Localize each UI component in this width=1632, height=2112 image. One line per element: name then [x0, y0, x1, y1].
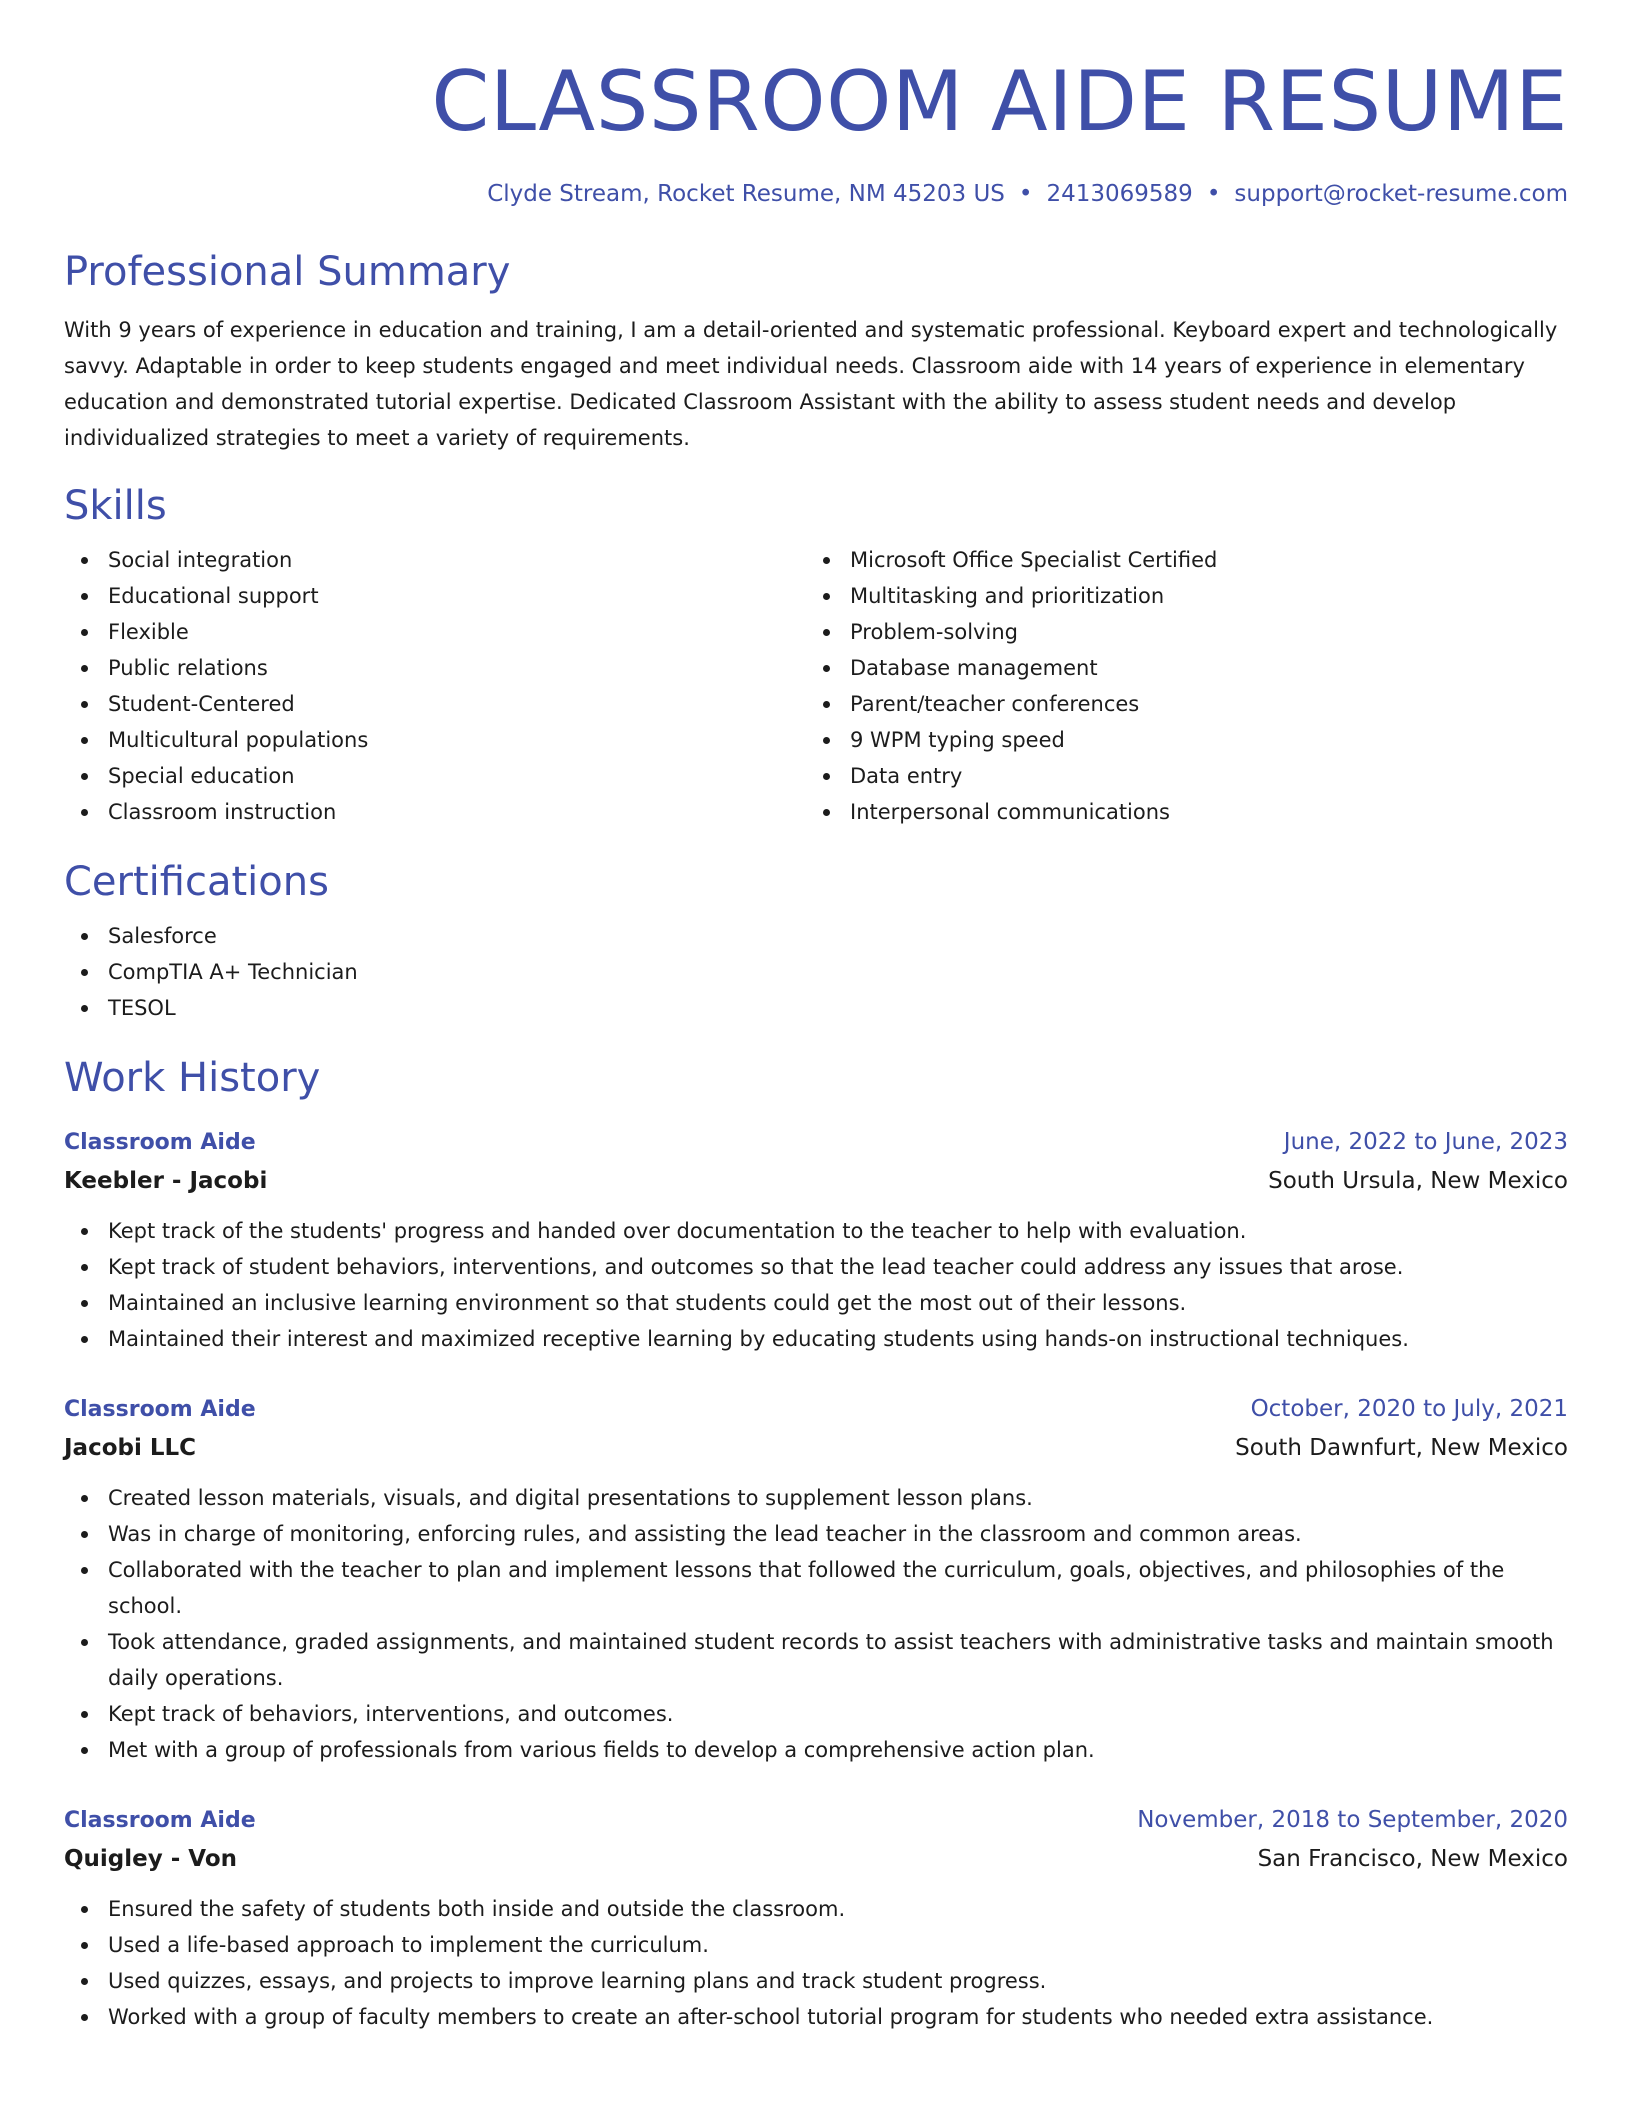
list-item-text: Kept track of student behaviors, interventions, and outcomes so that the lead teacher could address any issues that arose.: [108, 1255, 1404, 1279]
bullet-icon: [81, 1264, 88, 1271]
list-item-text: CompTIA A+ Technician: [108, 960, 358, 984]
list-item-text: Social integration: [108, 548, 293, 572]
list-item-text: Created lesson materials, visuals, and digital presentations to supplement lesson plans.: [108, 1486, 1033, 1510]
list-item-text: Multicultural populations: [108, 728, 369, 752]
skills-column-left: [64, 542, 806, 830]
list-item-text: Multitasking and prioritization: [850, 584, 1165, 608]
bullet-icon: [81, 701, 88, 708]
bullet-icon: [81, 665, 88, 672]
list-item: [64, 1249, 1568, 1285]
list-item: [64, 1480, 1568, 1516]
job-dates: June, 2022 to June, 2023: [1283, 1129, 1568, 1155]
job-company: Keebler - Jacobi: [64, 1168, 268, 1194]
job-company: Jacobi LLC: [64, 1435, 197, 1461]
list-item: [64, 1552, 1568, 1624]
job-dates: November, 2018 to September, 2020: [1137, 1807, 1568, 1833]
skills-list-right: [806, 542, 1548, 830]
list-item: [64, 722, 806, 758]
job-title: Classroom Aide: [64, 1808, 256, 1833]
bullet-icon: [81, 1747, 88, 1754]
list-item: [64, 1927, 1568, 1963]
list-item-text: TESOL: [108, 996, 176, 1020]
job-title: Classroom Aide: [64, 1397, 256, 1422]
list-item-text: Took attendance, graded assignments, and maintained student records to assist teachers with administrative tasks and maintain smooth daily operations.: [108, 1630, 1554, 1690]
work-history-heading: Work History: [64, 1055, 321, 1101]
list-item: [64, 650, 806, 686]
list-item: [64, 1963, 1568, 1999]
list-item-text: Parent/teacher conferences: [850, 692, 1140, 716]
bullet-icon: [81, 969, 88, 976]
certifications-heading: Certifications: [64, 859, 329, 905]
job-dates: October, 2020 to July, 2021: [1250, 1396, 1568, 1422]
job-company-row: [64, 1839, 1568, 1879]
skills-heading: Skills: [64, 483, 167, 529]
job-title-row: [64, 1391, 1568, 1428]
bullet-icon: [81, 1495, 88, 1502]
summary-section: [64, 246, 1568, 456]
list-item-text: Collaborated with the teacher to plan and implement lessons that followed the curriculum, goals, objectives, and philosophies of the school.: [108, 1558, 1505, 1618]
list-item-text: 9 WPM typing speed: [850, 728, 1065, 752]
job-entry: [64, 1802, 1568, 2035]
skills-section: [64, 480, 1568, 830]
list-item-text: Used quizzes, essays, and projects to improve learning plans and track student progress.: [108, 1969, 1047, 1993]
bullet-icon: [81, 629, 88, 636]
bullet-icon: [81, 1639, 88, 1646]
list-item-text: Used a life-based approach to implement the curriculum.: [108, 1933, 709, 1957]
list-item-text: Public relations: [108, 656, 268, 680]
job-company: Quigley - Von: [64, 1846, 238, 1872]
list-item: [64, 1999, 1568, 2035]
bullet-icon: [81, 1906, 88, 1913]
list-item: [64, 1213, 1568, 1249]
job-bullets: [64, 1891, 1568, 2035]
bullet-icon: [823, 701, 830, 708]
list-item-text: Kept track of behaviors, interventions, and outcomes.: [108, 1702, 674, 1726]
bullet-icon: [81, 1336, 88, 1343]
bullet-icon: [81, 1978, 88, 1985]
list-item: [64, 794, 806, 830]
summary-heading: Professional Summary: [64, 249, 511, 295]
bullet-icon: [81, 737, 88, 744]
job-bullets: [64, 1480, 1568, 1768]
contact-address: Clyde Stream, Rocket Resume, NM 45203 US: [487, 181, 1005, 207]
bullet-icon: [81, 1005, 88, 1012]
resume-header: [64, 52, 1568, 210]
list-item: [64, 542, 806, 578]
job-company-row: [64, 1428, 1568, 1468]
bullet-icon: [81, 933, 88, 940]
bullet-icon: [81, 773, 88, 780]
job-entry: [64, 1391, 1568, 1768]
bullet-icon: [81, 593, 88, 600]
bullet-icon: [823, 665, 830, 672]
list-item-text: Educational support: [108, 584, 319, 608]
list-item-text: Classroom instruction: [108, 800, 337, 824]
contact-line: [64, 178, 1568, 210]
list-item-text: Worked with a group of faculty members to create an after-school tutorial program for students who needed extra assistance.: [108, 2005, 1434, 2029]
bullet-icon: [823, 557, 830, 564]
bullet-icon: [81, 1300, 88, 1307]
list-item: [64, 758, 806, 794]
job-title-row: [64, 1124, 1568, 1161]
list-item-text: Student-Centered: [108, 692, 295, 716]
skills-columns: [64, 542, 1568, 830]
list-item: [806, 650, 1548, 686]
list-item: [64, 1624, 1568, 1696]
job-entry: [64, 1124, 1568, 1357]
job-bullets: [64, 1213, 1568, 1357]
job-location: South Dawnfurt, New Mexico: [1235, 1435, 1568, 1461]
bullet-icon: [81, 1531, 88, 1538]
list-item: [806, 686, 1548, 722]
list-item-text: Ensured the safety of students both inside and outside the classroom.: [108, 1897, 846, 1921]
certifications-section: [64, 856, 1568, 1026]
list-item: [64, 954, 1568, 990]
list-item: [64, 1696, 1568, 1732]
list-item: [64, 1321, 1568, 1357]
list-item: [806, 722, 1548, 758]
job-company-row: [64, 1161, 1568, 1201]
bullet-icon: [81, 1942, 88, 1949]
bullet-icon: [823, 593, 830, 600]
list-item-text: Kept track of the students' progress and handed over documentation to the teacher to help with evaluation.: [108, 1219, 1247, 1243]
bullet-icon: [81, 1711, 88, 1718]
bullet-icon: [823, 629, 830, 636]
skills-column-right: [806, 542, 1548, 830]
list-item-text: Problem-solving: [850, 620, 1018, 644]
list-item-text: Salesforce: [108, 924, 217, 948]
contact-separator: •: [1018, 181, 1033, 207]
bullet-icon: [81, 557, 88, 564]
skills-list-left: [64, 542, 806, 830]
list-item-text: Interpersonal communications: [850, 800, 1170, 824]
list-item-text: Database management: [850, 656, 1098, 680]
list-item: [806, 758, 1548, 794]
list-item: [64, 578, 806, 614]
bullet-icon: [81, 2014, 88, 2021]
list-item: [64, 1285, 1568, 1321]
list-item-text: Was in charge of monitoring, enforcing rules, and assisting the lead teacher in the classroom and common areas.: [108, 1522, 1302, 1546]
bullet-icon: [81, 1567, 88, 1574]
list-item-text: Flexible: [108, 620, 189, 644]
list-item-text: Data entry: [850, 764, 963, 788]
work-history-section: [64, 1052, 1568, 2035]
bullet-icon: [823, 737, 830, 744]
job-title-row: [64, 1802, 1568, 1839]
bullet-icon: [823, 809, 830, 816]
list-item: [64, 1891, 1568, 1927]
list-item-text: Maintained an inclusive learning environment so that students could get the most out of their lessons.: [108, 1291, 1187, 1315]
list-item-text: Special education: [108, 764, 295, 788]
list-item-text: Maintained their interest and maximized receptive learning by educating students using hands-on instructional techniques.: [108, 1327, 1409, 1351]
certifications-list: [64, 918, 1568, 1026]
contact-email[interactable]: support@rocket-resume.com: [1234, 181, 1568, 207]
contact-phone: 2413069589: [1046, 181, 1193, 207]
job-location: San Francisco, New Mexico: [1257, 1846, 1568, 1872]
job-location: South Ursula, New Mexico: [1268, 1168, 1568, 1194]
list-item: [806, 614, 1548, 650]
contact-separator: •: [1206, 181, 1221, 207]
list-item-text: Microsoft Office Specialist Certified: [850, 548, 1218, 572]
bullet-icon: [81, 809, 88, 816]
summary-text: With 9 years of experience in education and training, I am a detail-oriented and systematic professional. Keyboard expert and technologically savvy. Adaptable in order to keep students engaged and meet individual needs. Classroom aide with 14 years of experience in elementary education and demonstrated tutorial expertise. Dedicated Classroom Assistant with the ability to assess student needs and develop individualized strategies to meet a variety of requirements.: [64, 318, 1558, 450]
list-item: [806, 794, 1548, 830]
list-item: [806, 542, 1548, 578]
list-item: [64, 686, 806, 722]
bullet-icon: [81, 1228, 88, 1235]
resume-title: CLASSROOM AIDE RESUME: [431, 53, 1568, 150]
list-item: [806, 578, 1548, 614]
list-item: [64, 1516, 1568, 1552]
list-item-text: Met with a group of professionals from various fields to develop a comprehensive action plan.: [108, 1738, 1095, 1762]
job-title: Classroom Aide: [64, 1130, 256, 1155]
list-item: [64, 990, 1568, 1026]
list-item: [64, 918, 1568, 954]
bullet-icon: [823, 773, 830, 780]
list-item: [64, 1732, 1568, 1768]
list-item: [64, 614, 806, 650]
